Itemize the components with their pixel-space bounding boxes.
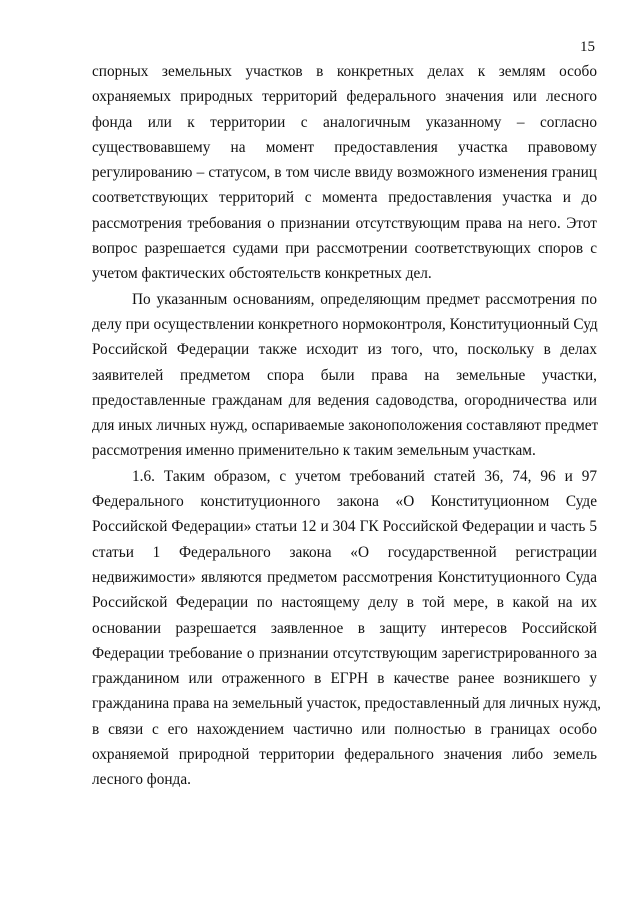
text-line: в связи с его нахождением частично или полностью в границах особо — [92, 720, 597, 738]
text-line: предоставленные гражданам для ведения садоводства, огородничества или — [92, 391, 597, 409]
text-line: основании разрешается заявленное в защиту интересов Российской — [92, 619, 597, 637]
text-line: Российской Федерации также исходит из того, что, поскольку в делах — [92, 341, 597, 359]
text-line: статьи 1 Федерального закона «О государственной регистрации — [92, 543, 597, 561]
text-line: учетом фактических обстоятельств конкретных дел. — [92, 265, 432, 283]
text-line: охраняемых природных территорий федерального значения или лесного — [92, 88, 597, 106]
text-line: Федерального конституционного закона «О Конституционном Суде — [92, 493, 597, 511]
text-line: Федерации требование о признании отсутствующим зарегистрированного за — [92, 644, 597, 662]
paragraph — [92, 59, 597, 287]
text-line: для иных личных нужд, оспариваемые законоположения составляют предмет — [92, 417, 599, 435]
text-line: вопрос разрешается судами при рассмотрении соответствующих споров с — [92, 240, 597, 258]
text-line: гражданином или отраженного в ЕГРН в качестве ранее возникшего у — [92, 670, 597, 688]
text-line: заявителей предметом спора были права на земельные участки, — [92, 366, 597, 384]
text-line: гражданина права на земельный участок, предоставленный для личных нужд, — [92, 695, 601, 713]
text-line: Российской Федерации по настоящему делу в той мере, в какой на их — [92, 594, 597, 612]
page-number: 15 — [580, 39, 595, 55]
text-line: недвижимости» являются предметом рассмотрения Конституционного Суда — [92, 568, 597, 586]
text-line: 1.6. Таким образом, с учетом требований статей 36, 74, 96 и 97 — [132, 467, 597, 485]
text-line: соответствующих территорий с момента предоставления участка и до — [92, 189, 597, 207]
text-line: лесного фонда. — [92, 771, 191, 789]
text-line: По указанным основаниям, определяющим предмет рассмотрения по — [132, 290, 597, 308]
text-line: рассмотрения требования о признании отсутствующим права на него. Этот — [92, 214, 597, 232]
text-line: Российской Федерации» статьи 12 и 304 ГК Российской Федерации и часть 5 — [92, 518, 597, 536]
text-line: охраняемой природной территории федерального значения либо земель — [92, 746, 597, 764]
text-line: регулированию – статусом, в том числе ввиду возможного изменения границ — [92, 164, 597, 182]
text-line: существовавшему на момент предоставления участка правовому — [92, 138, 597, 156]
text-line: фонда или к территории с аналогичным указанному – согласно — [92, 113, 597, 131]
text-line: спорных земельных участков в конкретных делах к землям особо — [92, 63, 597, 80]
text-line: делу при осуществлении конкретного нормоконтроля, Конституционный Суд — [92, 315, 598, 333]
text-line: рассмотрения именно применительно к таким земельным участкам. — [92, 442, 536, 460]
document-body — [92, 59, 601, 793]
paragraph — [92, 464, 601, 793]
paragraph — [92, 287, 597, 464]
